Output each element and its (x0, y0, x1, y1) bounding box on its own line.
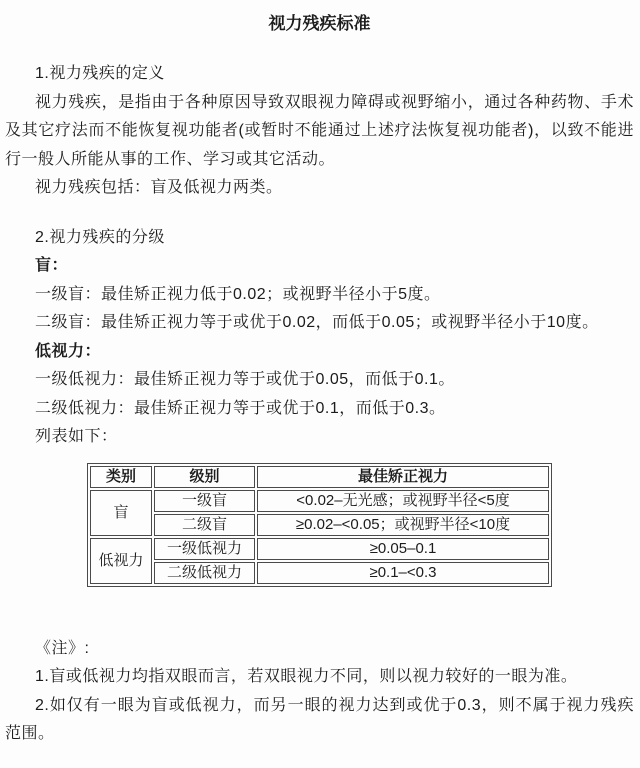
blind-level1: 一级盲：最佳矫正视力低于0.02；或视野半径小于5度。 (35, 285, 441, 303)
acuity-cell: <0.02–无光感；或视野半径<5度 (257, 490, 549, 512)
low-vision-label: 低视力： (35, 342, 102, 360)
col-header-category: 类别 (90, 466, 152, 488)
low-vision-level2: 二级低视力：最佳矫正视力等于或优于0.1，而低于0.3。 (35, 399, 446, 417)
category-cell-blind: 盲 (90, 490, 152, 536)
definition-includes: 视力残疾包括：盲及低视力两类。 (35, 179, 283, 196)
level-cell: 二级低视力 (154, 562, 255, 584)
table-row (90, 514, 549, 536)
note-2: 2.如仅有一眼为盲或低视力，而另一眼的视力达到或优于0.3，则不属于视力残疾范围。 (5, 696, 634, 742)
blind-level2: 二级盲：最佳矫正视力等于或优于0.02，而低于0.05；或视野半径小于10度。 (35, 314, 599, 331)
document-page (0, 12, 640, 749)
level-cell: 一级低视力 (154, 538, 255, 560)
table-row (90, 490, 549, 512)
blind-label: 盲： (35, 257, 69, 274)
level-cell: 二级盲 (154, 514, 255, 536)
col-header-level: 级别 (154, 466, 255, 488)
definition-heading: 1.视力残疾的定义 (35, 65, 165, 82)
notes-heading: 《注》: (35, 639, 90, 657)
col-header-acuity: 最佳矫正视力 (257, 466, 549, 488)
table-header-row (90, 466, 549, 488)
table-row (90, 538, 549, 560)
page-title: 视力残疾标准 (268, 14, 371, 33)
note-1: 1.盲或低视力均指双眼而言，若双眼视力不同，则以视力较好的一眼为准。 (35, 668, 578, 685)
table-intro: 列表如下： (35, 428, 118, 445)
acuity-cell: ≥0.1–<0.3 (257, 562, 549, 584)
low-vision-level1: 一级低视力：最佳矫正视力等于或优于0.05，而低于0.1。 (35, 371, 455, 388)
acuity-cell: ≥0.05–0.1 (257, 538, 549, 560)
category-cell-low-vision: 低视力 (90, 538, 152, 584)
level-cell: 一级盲 (154, 490, 255, 512)
table-row (90, 562, 549, 584)
classification-heading: 2.视力残疾的分级 (35, 228, 165, 246)
definition-paragraph: 视力残疾，是指由于各种原因导致双眼视力障碍或视野缩小，通过各种药物、手术及其它疗法而不能恢复视功能者(或暂时不能通过上述疗法恢复视功能者)，以致不能进行一般人所能从事的工作、学习或其它活动。 (5, 93, 634, 168)
classification-table (87, 463, 552, 587)
acuity-cell: ≥0.02–<0.05；或视野半径<10度 (257, 514, 549, 536)
